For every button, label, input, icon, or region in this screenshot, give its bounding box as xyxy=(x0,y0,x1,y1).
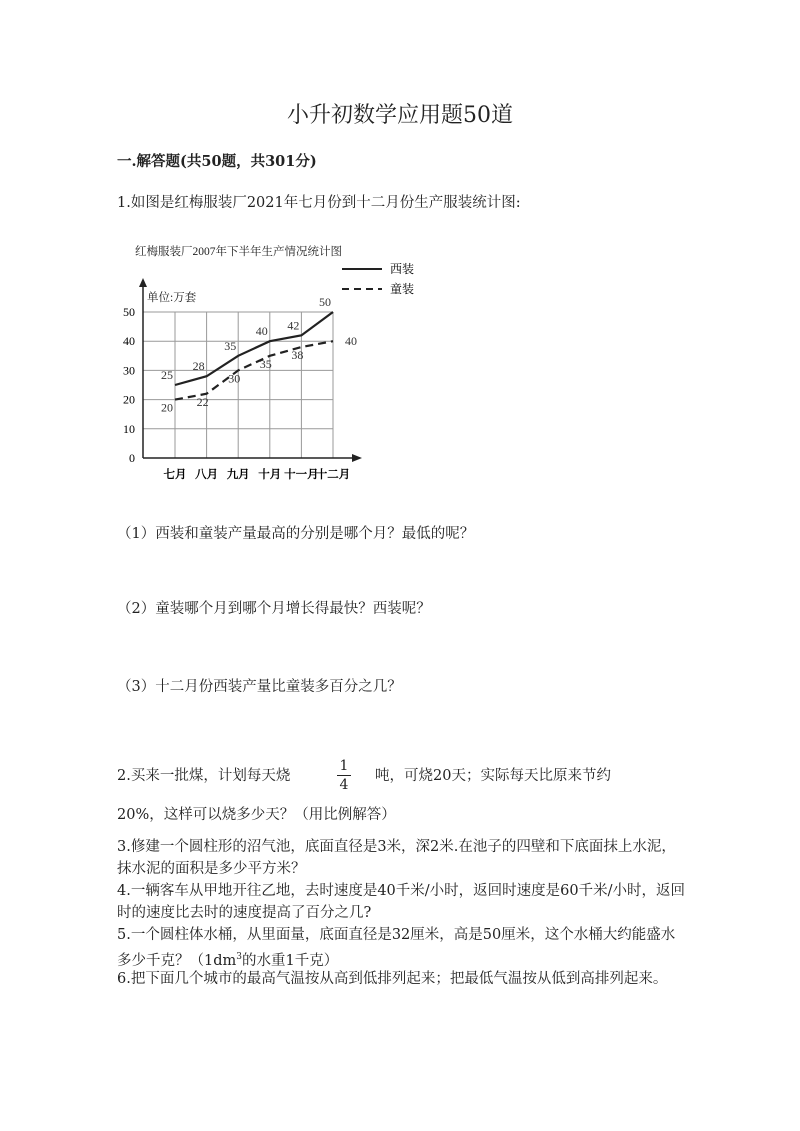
legend-label-suits: 西装 xyxy=(390,262,415,276)
data-label: 25 xyxy=(161,368,173,382)
legend-label-kids: 童装 xyxy=(390,282,415,296)
chart-title: 红梅服装厂2007年下半年生产情况统计图 xyxy=(135,246,342,258)
x-tick-label: 十一月 xyxy=(284,469,319,481)
x-tick-label: 八月 xyxy=(195,469,219,481)
question-4: 4.一辆客车从甲地开往乙地，去时速度是40千米/小时，返回时速度是60千米/小时，返回时的速度比去时的速度提高了百分之几? xyxy=(117,883,686,921)
y-tick-label: 0 xyxy=(129,451,135,465)
question-2-line-2: 20%，这样可以烧多少天？（用比例解答） xyxy=(117,807,396,823)
fraction-bar xyxy=(337,775,351,776)
page-title: 小升初数学应用题50道 xyxy=(287,103,513,128)
question-1-part-3: （3）十二月份西装产量比童装多百分之几？ xyxy=(117,679,402,695)
data-label: 42 xyxy=(287,318,300,333)
section-heading: 一.解答题(共50题，共301分) xyxy=(117,153,317,170)
data-label: 35 xyxy=(224,338,237,353)
data-label: 35 xyxy=(259,356,272,371)
x-tick-label: 九月 xyxy=(226,469,250,481)
question-5-text: 5.一个圆柱体水桶，从里面量，底面直径是32厘米，高是50厘米，这个水桶大约能盛水多少千克？（1dm xyxy=(117,927,676,969)
y-tick-label: 10 xyxy=(123,421,135,436)
fraction-numerator: 1 xyxy=(339,758,349,774)
question-2-part-1: 2.买来一批煤，计划每天烧 xyxy=(117,768,291,784)
question-5-superscript: 3 xyxy=(236,952,242,962)
question-6: 6.把下面几个城市的最高气温按从高到低排列起来；把最低气温按从低到高排列起来。 xyxy=(117,971,668,987)
y-tick-label: 50 xyxy=(123,305,135,319)
data-label: 28 xyxy=(192,359,205,374)
x-axis-arrow xyxy=(352,454,362,462)
data-label: 40 xyxy=(345,334,357,349)
data-label: 22 xyxy=(196,394,209,409)
production-line-chart xyxy=(0,0,800,500)
fraction-denominator: 4 xyxy=(339,777,349,793)
question-3: 3.修建一个圆柱形的沼气池，底面直径是3米，深2米.在池子的四壁和下底面抹上水泥，抹水泥的面积是多少平方米？ xyxy=(117,839,676,877)
question-1-part-1: （1）西装和童装产量最高的分别是哪个月？最低的呢？ xyxy=(117,526,475,542)
x-tick-label: 十二月 xyxy=(315,469,351,481)
question-5-text-end: 的水重1千克） xyxy=(242,952,339,969)
question-1-part-2: （2）童装哪个月到哪个月增长得最快？西装呢？ xyxy=(117,601,431,617)
data-label: 30 xyxy=(228,371,241,386)
chart-unit-label: 单位:万套 xyxy=(147,292,197,304)
y-tick-label: 40 xyxy=(123,334,135,349)
data-label: 40 xyxy=(255,324,268,339)
x-tick-label: 十月 xyxy=(258,469,282,481)
fraction-one-quarter xyxy=(337,758,351,793)
x-tick-label: 七月 xyxy=(163,469,187,481)
data-label: 38 xyxy=(291,348,304,363)
question-1: 1.如图是红梅服装厂2021年七月份到十二月份生产服装统计图: xyxy=(117,195,521,211)
data-label: 20 xyxy=(161,400,173,415)
question-5 xyxy=(117,924,689,972)
y-tick-label: 30 xyxy=(123,363,135,378)
question-2-part-2: 吨，可烧20天；实际每天比原来节约 xyxy=(375,768,611,784)
series-line-suits xyxy=(175,312,333,385)
data-label: 50 xyxy=(319,295,331,309)
y-axis-arrow xyxy=(139,278,147,287)
y-tick-label: 20 xyxy=(123,392,135,407)
